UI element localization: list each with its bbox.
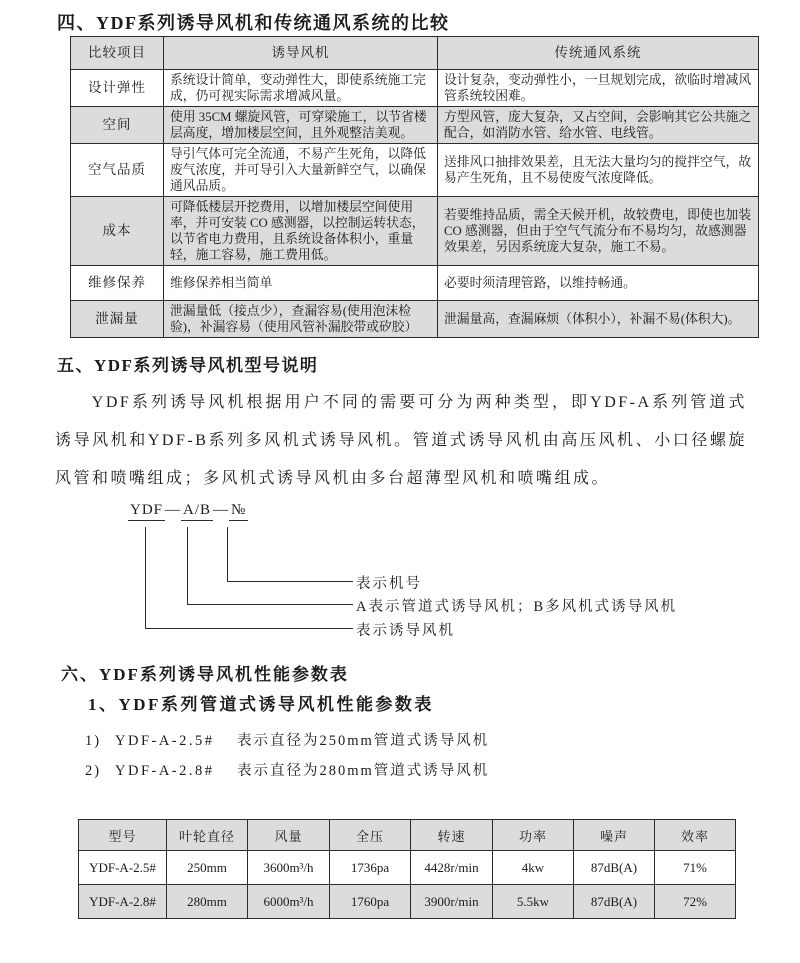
header-compare-item: 比较项目	[71, 37, 164, 70]
perf-cell-diameter: 250mm	[167, 851, 248, 885]
perf-cell-pressure: 1736pa	[330, 851, 411, 885]
diagram-line-series	[145, 527, 146, 628]
diagram-label-machine-number: 表示机号	[356, 576, 422, 592]
traditional-cell: 送排风口抽排效果差，且无法大量均匀的搅拌空气，故易产生死角，且不易使废气浓度降低。	[438, 144, 759, 197]
traditional-cell: 方型风管，庞大复杂，又占空间，会影响其它公共施之配合，如消防水管、给水管、电线管。	[438, 107, 759, 144]
table-row	[71, 266, 759, 301]
model-part-series: YDF	[128, 502, 165, 521]
traditional-cell: 泄漏量高，查漏麻烦（体积小），补漏不易(体积大)。	[438, 301, 759, 338]
perf-cell-efficiency: 72%	[655, 885, 736, 919]
model-dash: —	[165, 502, 182, 518]
note-number: 2)	[85, 763, 102, 779]
model-dash: —	[213, 502, 230, 518]
comparison-table	[70, 36, 759, 338]
table-row	[71, 70, 759, 107]
table-row	[71, 107, 759, 144]
table-row	[71, 197, 759, 266]
perf-cell-speed: 4428r/min	[411, 851, 493, 885]
comparison-header-row	[71, 37, 759, 70]
diagram-label-type: A表示管道式诱导风机；B多风机式诱导风机	[356, 599, 678, 615]
perf-header-noise: 噪声	[574, 820, 655, 851]
header-traditional-system: 传统通风系统	[438, 37, 759, 70]
perf-cell-noise: 87dB(A)	[574, 885, 655, 919]
perf-cell-power: 4kw	[493, 851, 574, 885]
perf-header-model: 型号	[79, 820, 167, 851]
section4-heading: 四、YDF系列诱导风机和传统通风系统的比较	[57, 13, 450, 33]
perf-header-efficiency: 效率	[655, 820, 736, 851]
table-row	[79, 885, 736, 919]
section6-subheading: 1、YDF系列管道式诱导风机性能参数表	[88, 695, 434, 714]
diagram-connector-series	[145, 628, 353, 629]
traditional-cell: 设计复杂，变动弹性小，一旦规划完成，欲临时增减风管系统较困难。	[438, 70, 759, 107]
note-number: 1)	[85, 733, 102, 749]
perf-cell-pressure: 1760pa	[330, 885, 411, 919]
note-description: 表示直径为280mm管道式诱导风机	[237, 763, 490, 779]
model-number-diagram	[0, 500, 800, 650]
model-note	[85, 759, 489, 780]
performance-table	[78, 819, 736, 919]
traditional-cell: 若要维持品质，需全天候开机，故较费电，即使也加装 CO 感测器，但由于空气气流分布不易均匀，故感测器效果差，另因系统庞大复杂，施工不易。	[438, 197, 759, 266]
note-model-code: YDF-A-2.5#	[115, 733, 215, 749]
model-part-number: №	[229, 502, 248, 521]
induction-cell: 泄漏量低（接点少），查漏容易(使用泡沫检验)，补漏容易（使用风管补漏胶带或矽胶）	[164, 301, 438, 338]
perf-cell-model: YDF-A-2.5#	[79, 851, 167, 885]
row-label-cell: 设计弹性	[71, 70, 164, 107]
diagram-connector-number	[227, 581, 353, 582]
induction-cell: 维修保养相当简单	[164, 266, 438, 301]
perf-cell-volume: 6000m³/h	[248, 885, 330, 919]
diagram-line-type	[187, 527, 188, 604]
perf-cell-speed: 3900r/min	[411, 885, 493, 919]
induction-cell: 使用 35CM 螺旋风管，可穿梁施工，以节省楼层高度，增加楼层空间，且外观整洁美观。	[164, 107, 438, 144]
performance-header-row	[79, 820, 736, 851]
traditional-cell: 必要时须清理管路，以维持畅通。	[438, 266, 759, 301]
section5-paragraph: YDF系列诱导风机根据用户不同的需要可分为两种类型，即YDF-A系列管道式诱导风机和YDF-B系列多风机式诱导风机。管道式诱导风机由高压风机、小口径螺旋风管和喷嘴组成；多风机式诱导风机由多台超薄型风机和喷嘴组成。	[55, 394, 747, 487]
perf-header-air-volume: 风量	[248, 820, 330, 851]
perf-cell-model: YDF-A-2.8#	[79, 885, 167, 919]
perf-cell-power: 5.5kw	[493, 885, 574, 919]
section6-heading: 六、YDF系列诱导风机性能参数表	[61, 665, 349, 684]
row-label-cell: 空间	[71, 107, 164, 144]
table-row	[71, 301, 759, 338]
model-code	[128, 502, 248, 519]
perf-header-total-pressure: 全压	[330, 820, 411, 851]
row-label-cell: 成本	[71, 197, 164, 266]
diagram-label-series: 表示诱导风机	[356, 623, 455, 639]
table-row	[71, 144, 759, 197]
section5-heading: 五、YDF系列诱导风机型号说明	[57, 356, 319, 375]
diagram-connector-type	[187, 604, 353, 605]
note-description: 表示直径为250mm管道式诱导风机	[237, 733, 490, 749]
induction-cell: 系统设计简单，变动弹性大，即使系统施工完成，仍可视实际需求增减风量。	[164, 70, 438, 107]
note-model-code: YDF-A-2.8#	[115, 763, 215, 779]
header-induction-fan: 诱导风机	[164, 37, 438, 70]
model-part-type: A/B	[181, 502, 213, 521]
row-label-cell: 泄漏量	[71, 301, 164, 338]
perf-cell-volume: 3600m³/h	[248, 851, 330, 885]
table-row	[79, 851, 736, 885]
perf-cell-diameter: 280mm	[167, 885, 248, 919]
perf-cell-noise: 87dB(A)	[574, 851, 655, 885]
row-label-cell: 空气品质	[71, 144, 164, 197]
perf-header-speed: 转速	[411, 820, 493, 851]
row-label-cell: 维修保养	[71, 266, 164, 301]
induction-cell: 可降低楼层开挖费用，以增加楼层空间使用率，并可安装 CO 感测器，以控制运转状态，以节省电力费用，且系统设备体积小，重量轻，施工容易，施工费用低。	[164, 197, 438, 266]
perf-cell-efficiency: 71%	[655, 851, 736, 885]
perf-header-power: 功率	[493, 820, 574, 851]
diagram-line-number	[227, 527, 228, 581]
induction-cell: 导引气体可完全流通，不易产生死角，以降低废气浓度，并可导引入大量新鲜空气，以确保通风品质。	[164, 144, 438, 197]
perf-header-impeller-diameter: 叶轮直径	[167, 820, 248, 851]
model-note	[85, 729, 489, 750]
